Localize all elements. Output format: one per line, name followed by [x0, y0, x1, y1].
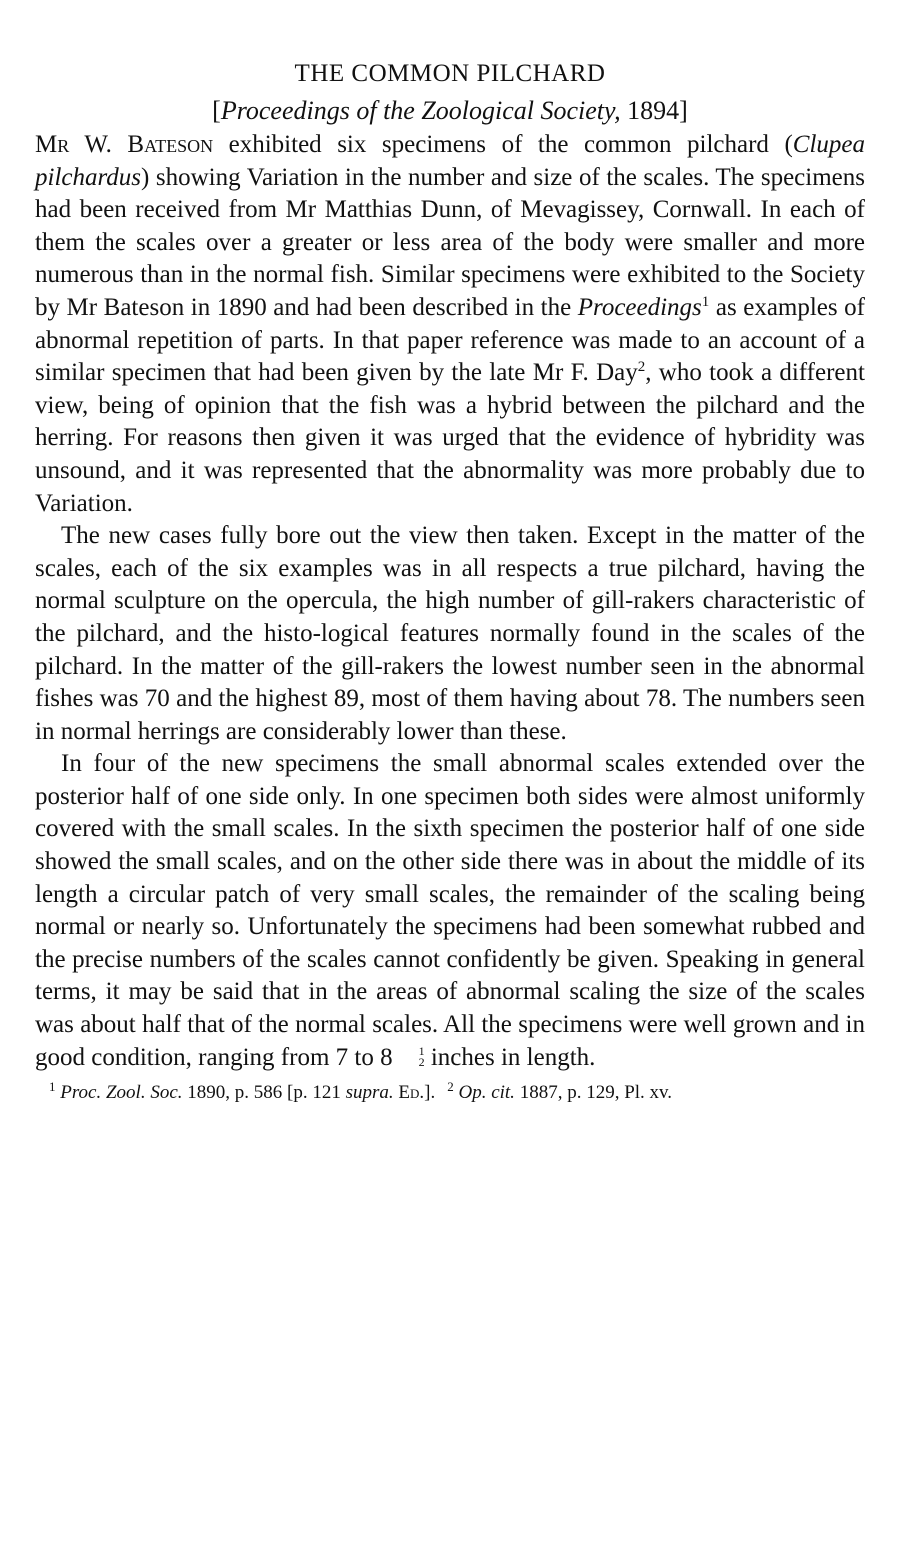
footnote-number-2: 2: [447, 1079, 454, 1095]
footnote-1-supra: supra.: [345, 1082, 394, 1104]
fraction-denominator: 2: [418, 1054, 425, 1069]
paragraph-1-text-b: ) showing Variation in the number and size of the scales. The specimens had been received from Mr Matthias Dunn, of Mevagissey, Cornwall. In each of them the scales over a greater or less area of the body were smaller and more numerous than in the normal fish. Similar specimens were exhibited to the Society by Mr Bateson in 1890 and had been described in the: [35, 163, 865, 321]
author-surname: Bateson: [127, 131, 214, 158]
author-mr: Mr: [35, 131, 70, 158]
footnote-2-opcit: Op. cit.: [458, 1082, 515, 1104]
footnote-marker-2[interactable]: 2: [637, 359, 646, 376]
document-page: [35, 56, 865, 1106]
footnote-1-end: ].: [424, 1082, 436, 1104]
footnotes: [49, 1080, 865, 1106]
paragraph-3-text-b: inches in length.: [424, 1043, 596, 1071]
author-initial: W.: [69, 131, 128, 158]
footnote-1-text: 1890, p. 586 [p. 121: [182, 1082, 346, 1104]
paragraph-1-text-a: exhibited six specimens of the common pilchard (: [213, 131, 793, 158]
source-open-bracket: [: [212, 96, 221, 125]
footnote-2-text: 1887, p. 129, Pl. xv.: [514, 1082, 673, 1104]
paragraph-1: [35, 129, 865, 520]
fraction-numerator: 1: [418, 1043, 425, 1058]
paragraph-2: The new cases fully bore out the view then taken. Except in the matter of the scales, each of the six examples was in all respects a true pilchard, having the normal sculpture on the opercula, the high number of gill-rakers characteristic of the pilchard, and the histo-logical features normally found in the scales of the pilchard. In the matter of the gill-rakers the lowest number seen in the abnormal fishes was 70 and the highest 89, most of them having about 78. The numbers seen in normal herrings are considerably lower than these.: [35, 522, 865, 745]
footnote-1-editor: Ed.: [393, 1082, 425, 1104]
paragraph-1-text-c: as examples of abnormal repetition of parts. In that paper reference was made to an account of a similar specimen that had been given by the late Mr F. Day: [35, 293, 866, 387]
footnote-number-1: 1: [49, 1079, 56, 1095]
source-year: 1894]: [620, 96, 688, 125]
species-name: Clupea pilchardus: [35, 131, 865, 191]
footnote-1-journal: Proc. Zool. Soc.: [60, 1082, 183, 1104]
paragraph-1-text-d: , who took a different view, being of opinion that the fish was a hybrid between the pilchard and the herring. For reasons then given it was urged that the evidence of hybridity was unsound, and it was represented that the abnormality was more probably due to Variation.: [35, 359, 865, 517]
source-journal: Proceedings of the Zoological Society,: [220, 96, 621, 125]
paragraph-3-text-a: In four of the new specimens the small abnormal scales extended over the posterior half of one side only. In one specimen both sides were almost uniformly covered with the small scales. In the sixth specimen the posterior half of one side showed the small scales, and on the other side there was in about the middle of its length a circular patch of very small scales, the remainder of the scaling being normal or nearly so. Unfortunately the specimens had been somewhat rubbed and the precise numbers of the scales cannot confidently be given. Speaking in general terms, it may be said that in the areas of abnormal scaling the size of the scales was about half that of the normal scales. All the specimens were well grown and in good condition, ranging from 7 to 8: [35, 750, 865, 1071]
paragraph-3: [35, 748, 865, 1074]
source-citation: [35, 93, 865, 129]
fraction-half: [393, 1043, 425, 1069]
proceedings-reference: Proceedings: [577, 293, 702, 321]
footnote-marker-1[interactable]: 1: [701, 293, 710, 310]
page-title: THE COMMON PILCHARD: [294, 60, 606, 87]
